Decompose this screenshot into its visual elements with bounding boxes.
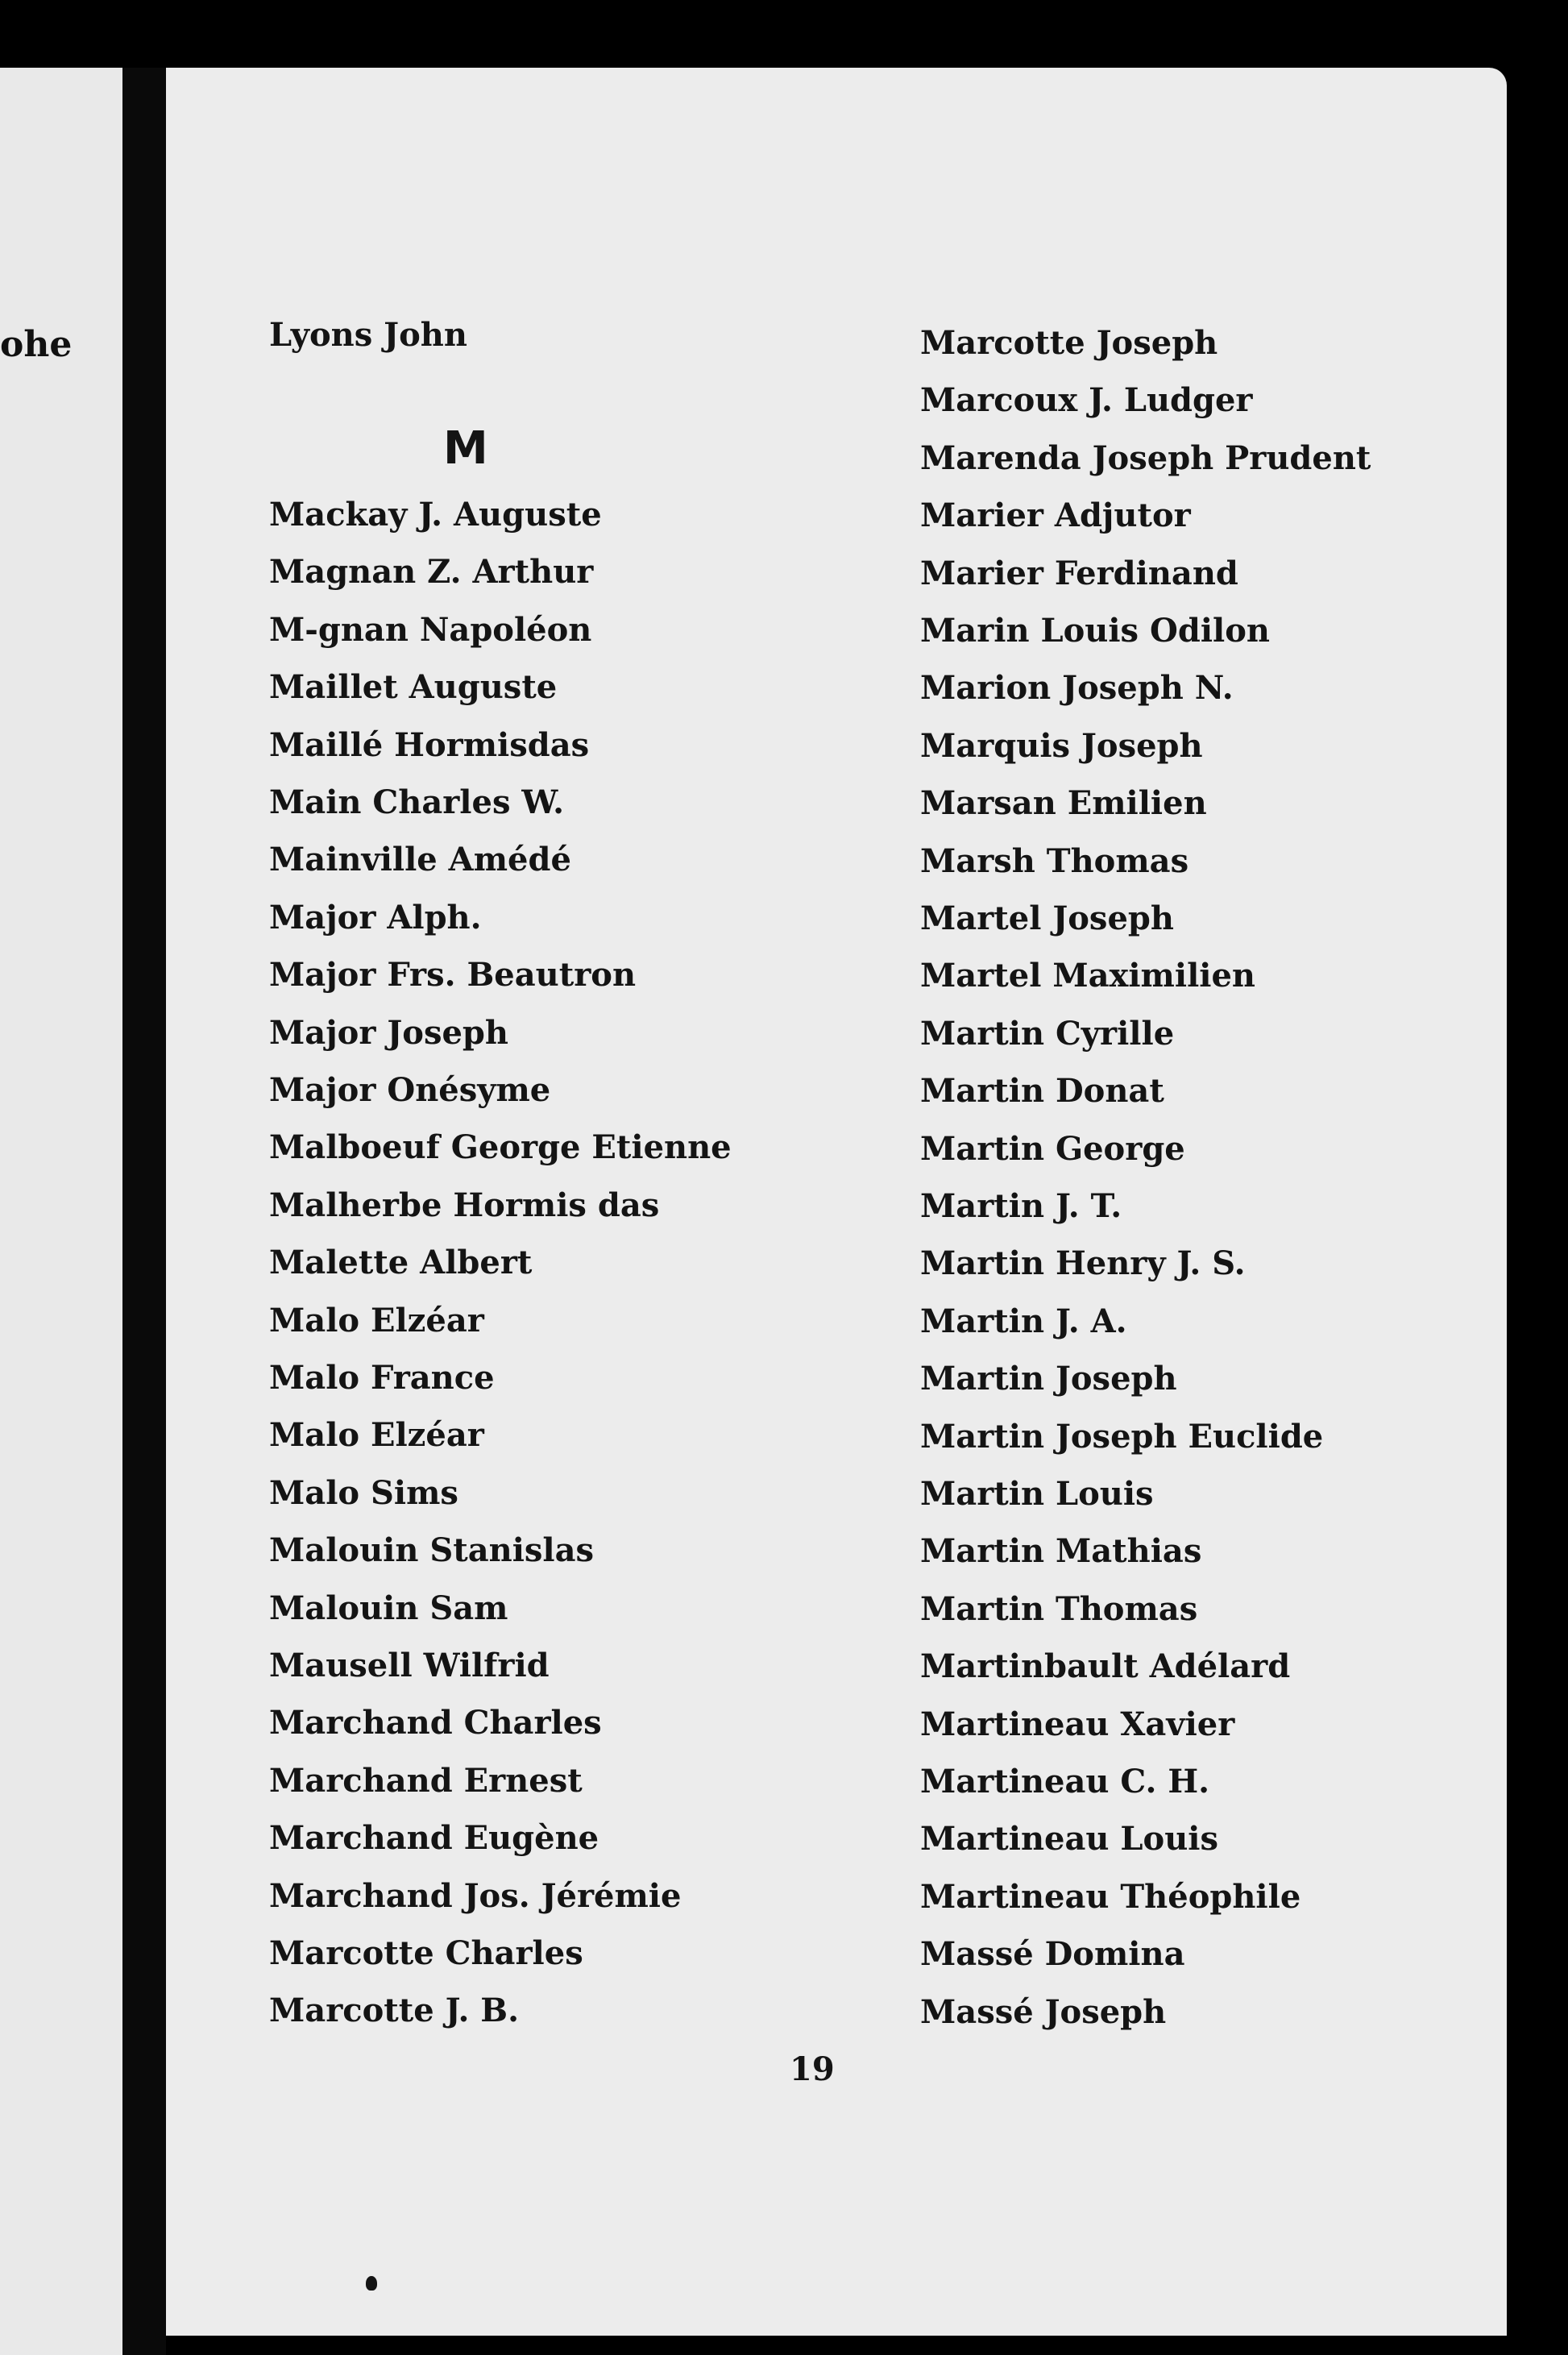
previous-page-fragment: ohe [0,324,73,365]
right-name-entry: Marion Joseph N. [920,669,1234,708]
left-name-entry: Marchand Ernest [269,1761,583,1800]
left-name-entry: Mainville Amédé [269,841,571,879]
right-name-entry: Martineau C. H. [920,1763,1210,1801]
right-name-entry: Marcoux J. Ludger [920,381,1253,420]
page-number: 19 [790,2050,835,2088]
right-name-entry: Martin Thomas [920,1589,1198,1628]
right-name-entry: Martin Mathias [920,1532,1202,1571]
right-name-entry: Marquis Joseph [920,726,1203,765]
right-name-entry: Martin Henry J. S. [920,1244,1246,1283]
right-name-entry: Marsh Thomas [920,841,1189,880]
left-name-entry: Major Joseph [269,1013,508,1052]
right-name-entry: Marin Louis Odilon [920,612,1270,650]
left-name-entry: Marcotte Charles [269,1934,583,1972]
right-name-entry: Martineau Xavier [920,1705,1235,1743]
right-name-entry: Marier Adjutor [920,496,1191,535]
right-name-entry: Marcotte Joseph [920,324,1218,362]
right-name-entry: Martin Donat [920,1072,1164,1111]
left-name-entry: Malo Sims [269,1473,458,1512]
right-name-entry: Martin Joseph Euclide [920,1417,1324,1456]
left-name-entry: Malherbe Hormis das [269,1186,660,1224]
left-name-entry: Major Onésyme [269,1071,551,1109]
right-name-entry: Martin George [920,1129,1185,1168]
right-name-entry: Marenda Joseph Prudent [920,438,1371,477]
section-letter: M [443,422,488,475]
left-name-entry: Marchand Jos. Jérémie [269,1876,682,1915]
previous-page-edge [0,68,122,2355]
register-page [166,68,1507,2336]
left-name-entry: Malouin Stanislas [269,1531,595,1570]
left-name-entry: Marchand Charles [269,1704,602,1742]
left-name-entry: Magnan Z. Arthur [269,553,594,592]
left-name-entry: Major Alph. [269,898,482,937]
right-name-entry: Martin Louis [920,1475,1154,1513]
left-name-entry: Malouin Sam [269,1589,508,1627]
right-name-entry: Martel Maximilien [920,957,1255,995]
left-name-entry: Marchand Eugène [269,1819,599,1858]
left-name-entry: Major Frs. Beautron [269,956,637,995]
right-name-entry: Martineau Louis [920,1820,1218,1859]
right-name-entry: Martinbault Adélard [920,1647,1291,1686]
left-name-entry: Malo France [269,1359,495,1397]
right-name-entry: Martin J. A. [920,1302,1127,1340]
book-gutter [122,68,166,2355]
right-name-entry: Martin J. T. [920,1187,1122,1225]
right-name-entry: Marier Ferdinand [920,554,1238,592]
right-name-entry: Martel Joseph [920,899,1174,937]
right-name-entry: Massé Joseph [920,1992,1167,2031]
left-name-entry: Malboeuf George Etienne [269,1128,732,1167]
left-name-entry: Mausell Wilfrid [269,1647,550,1684]
left-name-entry: Malo Elzéar [269,1416,484,1455]
left-name-entry: Maillet Auguste [269,668,558,707]
left-name-entry: Malette Albert [269,1244,533,1282]
left-name-entry: Mackay J. Auguste [269,496,602,534]
left-name-entry: Maillé Hormisdas [269,725,590,764]
right-name-entry: Martin Cyrille [920,1014,1175,1053]
left-name-entry: Main Charles W. [269,783,565,821]
left-name-entry: Marcotte J. B. [269,1992,520,2030]
left-name-entry: Malo Elzéar [269,1301,484,1339]
left-name-entry: M-gnan Napoléon [269,610,592,649]
left-name-entry: Lyons John [269,316,467,354]
right-name-entry: Massé Domina [920,1935,1185,1974]
ink-mark [366,2276,377,2291]
right-name-entry: Marsan Emilien [920,784,1207,823]
right-name-entry: Martineau Théophile [920,1877,1301,1916]
right-name-entry: Martin Joseph [920,1360,1177,1398]
